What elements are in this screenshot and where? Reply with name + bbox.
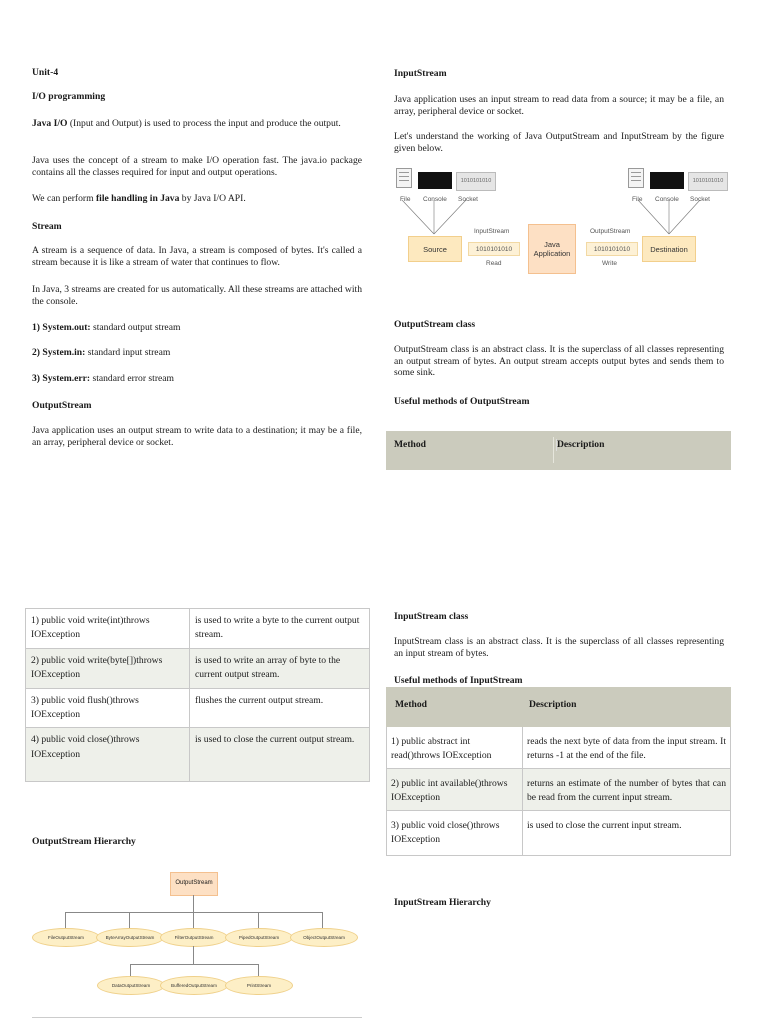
method-cell: 3) public void flush()throws IOException [26, 688, 190, 728]
connector-line [322, 912, 323, 928]
hierarchy-child: FilterOutputStream [160, 928, 228, 947]
method-cell [26, 609, 190, 649]
description-cell: is used to write an array of byte to the current output stream. [190, 648, 370, 688]
diagram-label-console: Console [655, 196, 679, 203]
os-class-paragraph: OutputStream class is an abstract class. It is the superclass of all classes representing an output stream of bytes. An output stream accepts output bytes and sends them to some sink. [394, 344, 724, 379]
socket-bits: 1010101010 [688, 172, 728, 191]
javaio-rest: (Input and Output) is used to process the input and produce the output. [67, 118, 341, 129]
destination-box: Destination [642, 236, 696, 262]
socket-bits: 1010101010 [456, 172, 496, 191]
connector-line [193, 895, 194, 912]
connector-line [129, 912, 130, 928]
connector-line [193, 912, 194, 928]
os-hierarchy-diagram [30, 868, 360, 998]
is-class-paragraph: InputStream class is an abstract class. It is the superclass of all classes representing an input stream of bytes. [394, 636, 724, 659]
method-cell: 2) public int available()throws IOException [387, 768, 523, 810]
stream-concept-paragraph: Java uses the concept of a stream to make I/O operation fast. The java.io package contains all the classes required for input and output operations. [32, 155, 362, 178]
description-cell: is used to close the current output stream. [190, 728, 370, 782]
method-cell: 3) public void close()throws IOException [387, 810, 523, 855]
outputstream-label: OutputStream [590, 228, 631, 235]
hierarchy-grandchild: BufferedOutputStream [160, 976, 228, 995]
method-cell: 2) public void write(byte[])throws IOException [26, 648, 190, 688]
description-cell: returns an estimate of the number of bytes that can be read from the current input stream. [523, 768, 731, 810]
os-class-heading: OutputStream class [394, 319, 476, 330]
table-row [26, 688, 370, 728]
unit-title: Unit-4 [32, 67, 59, 78]
diagram-label-socket: Socket [458, 196, 478, 203]
table-header-row [387, 688, 731, 727]
table-row [26, 648, 370, 688]
inputstream-paragraph: Java application uses an input stream to read data from a source; it may be a file, an array, peripheral device or socket. [394, 94, 724, 117]
is-methods-heading: Useful methods of InputStream [394, 675, 523, 686]
stream-item-text: standard input stream [85, 347, 171, 358]
is-col-description: Description [523, 688, 731, 727]
table-row [387, 810, 731, 855]
hierarchy-root: OutputStream [170, 872, 218, 896]
hierarchy-grandchild: PrintStream [225, 976, 293, 995]
diagram-label-socket: Socket [690, 196, 710, 203]
description-cell: reads the next byte of data from the input stream. It returns -1 at the end of the file. [523, 727, 731, 769]
stream-item-label: 3) System.err: [32, 373, 91, 384]
hierarchy-child: ByteArrayOutputStream [96, 928, 164, 947]
is-class-heading: InputStream class [394, 611, 469, 622]
connector-line [65, 912, 66, 928]
read-label: Read [486, 260, 502, 267]
table-row [387, 727, 731, 769]
diagram-label-file: File [400, 196, 411, 203]
stream-definition: A stream is a sequence of data. In Java, a stream is composed of bytes. It's called a stream because it is like a stream of water that continues to flow. [32, 245, 362, 268]
method-text [31, 614, 184, 643]
description-cell: flushes the current output stream. [190, 688, 370, 728]
inputstream-label: InputStream [474, 228, 510, 235]
os-col-method: Method [394, 439, 426, 450]
outputstream-heading: OutputStream [32, 400, 92, 411]
method-cell: 1) public abstract int read()throws IOException [387, 727, 523, 769]
stream-item-out [32, 322, 362, 334]
write-label: Write [602, 260, 618, 267]
hierarchy-child: ObjectOutputStream [290, 928, 358, 947]
file-handling-pre: We can perform [32, 193, 96, 204]
stream-item-label: 2) System.in: [32, 347, 86, 358]
stream-item-in [32, 347, 362, 359]
hierarchy-child: PipedOutputStream [225, 928, 293, 947]
io-heading: I/O programming [32, 91, 106, 102]
working-paragraph: Let's understand the working of Java OutputStream and InputStream by the figure given below. [394, 131, 724, 154]
three-streams-paragraph: In Java, 3 streams are created for us automatically. All these streams are attached with the console. [32, 284, 362, 307]
connector-line [130, 964, 131, 976]
connector-line [258, 912, 259, 928]
os-col-description: Description [557, 439, 605, 450]
table-row [387, 768, 731, 810]
hierarchy-grandchild: DataOutputStream [97, 976, 165, 995]
table-row [26, 728, 370, 782]
javaio-bold: Java I/O [32, 118, 68, 129]
source-box: Source [408, 236, 462, 262]
is-methods-table [386, 687, 731, 856]
diagram-label-console: Console [423, 196, 447, 203]
connector-line [193, 946, 194, 964]
stream-heading: Stream [32, 221, 62, 232]
connector-line [130, 964, 258, 965]
right-column-bottom [394, 0, 724, 1024]
diagram-label-file: File [632, 196, 643, 203]
file-handling-bold: file handling in Java [95, 193, 180, 204]
file-handling-paragraph [32, 193, 362, 205]
javaio-paragraph [32, 118, 362, 130]
stream-item-err [32, 373, 362, 385]
inputstream-heading: InputStream [394, 68, 447, 79]
stream-item-text: standard error stream [90, 373, 174, 384]
java-application-box: Java Application [528, 224, 576, 274]
outputstream-paragraph: Java application uses an output stream to write data to a destination; it may be a file, an array, peripheral device or socket. [32, 425, 362, 448]
is-hierarchy-heading: InputStream Hierarchy [394, 897, 491, 908]
os-methods-heading: Useful methods of OutputStream [394, 396, 530, 407]
description-cell: is used to write a byte to the current output stream. [190, 609, 370, 649]
page-divider [32, 1017, 362, 1018]
input-bits-box: 1010101010 [468, 242, 520, 256]
stream-item-label: 1) System.out: [32, 322, 91, 333]
os-methods-table [25, 608, 370, 782]
method-text-value: 1) public void write(int)throws IOException [31, 615, 150, 641]
description-cell: is used to close the current input stream. [523, 810, 731, 855]
file-handling-post: by Java I/O API. [179, 193, 246, 204]
connector-line [258, 964, 259, 976]
os-hierarchy-heading: OutputStream Hierarchy [32, 836, 136, 847]
is-col-method: Method [387, 688, 523, 727]
stream-item-text: standard output stream [90, 322, 181, 333]
method-cell: 4) public void close()throws IOException [26, 728, 190, 782]
hierarchy-child: FileOutputStream [32, 928, 100, 947]
output-bits-box: 1010101010 [586, 242, 638, 256]
table-row [26, 609, 370, 649]
